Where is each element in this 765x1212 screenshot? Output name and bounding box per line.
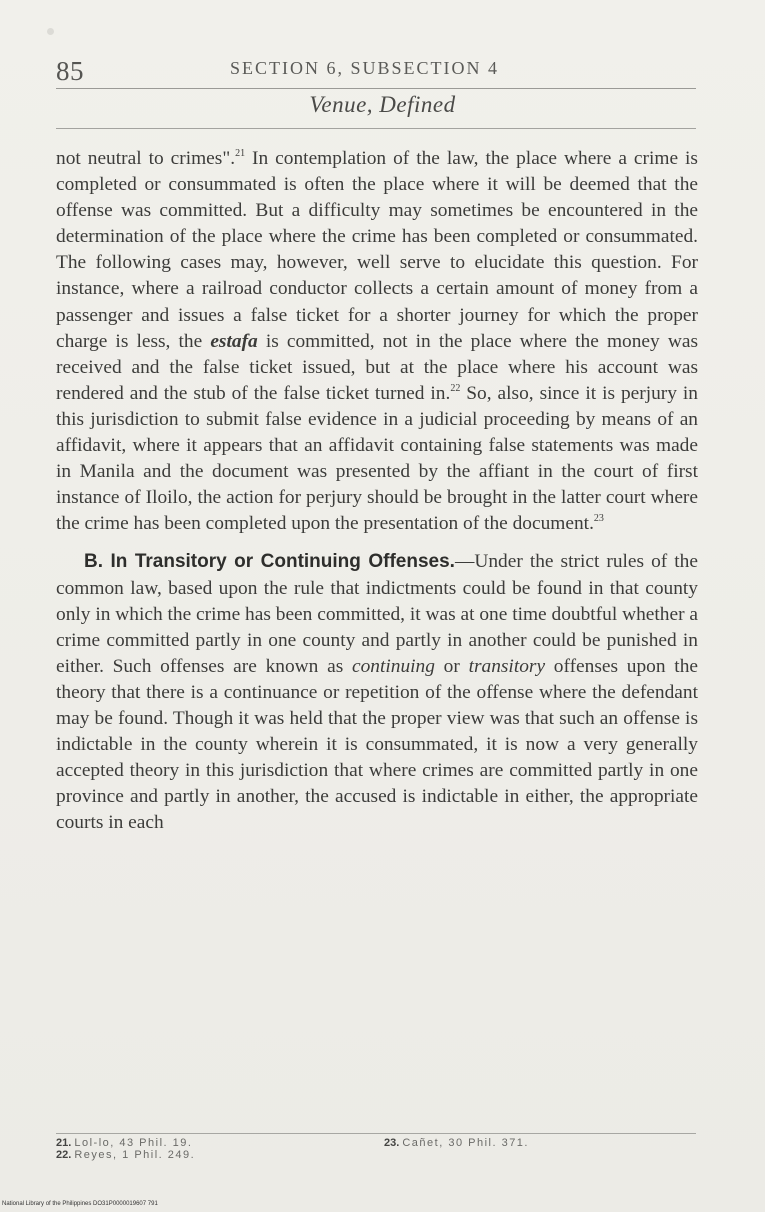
- p1-text-d: So, also, since it is perjury in this jurisdiction to submit false evidence in a judicial proceeding by means of an affidavit, where it appears that an affidavit containing false statements was made in Manila and the document was presented by the affiant in the court of first instance of Iloilo, the action for perjury should be brought in the latter court where the crime has been completed upon the presentation of the document.: [56, 382, 698, 535]
- footnote-21: 21. Lol-lo, 43 Phil. 19.: [56, 1137, 193, 1149]
- body-text: [56, 146, 698, 836]
- term-continuing: continuing: [351, 655, 435, 677]
- footnote-ref-21: 21: [235, 148, 246, 159]
- p2-text-a: —Under the strict rules of the common law, based upon the rule that indictments could be found in that county only in which the crime has been committed, it was at one time doubtful whether a crime committed partly in one county and partly in another could be punished in either. Such offenses are known as: [56, 551, 698, 677]
- footnote-ref-23: 23: [593, 513, 604, 525]
- footnote-ref-22: 22: [450, 382, 461, 394]
- footnotes-right-column: [384, 1137, 684, 1149]
- footnote-22: 22. Reyes, 1 Phil. 249.: [56, 1149, 196, 1161]
- page-number: 85: [56, 56, 84, 86]
- section-heading-b: B. In Transitory or Continuing Offenses.: [84, 551, 455, 573]
- p1-text-c: is committed, not in the place where the money was received and the false ticket issued, but at the place where his account was rendered and the stub of the false ticket turned in.: [56, 330, 698, 404]
- section-subtitle: Venue, Defined: [309, 92, 456, 117]
- term-transitory: transitory: [468, 655, 546, 677]
- library-stamp: National Library of the Philippines DO31P0000019607 791: [2, 1201, 158, 1207]
- footnotes-left-column: [56, 1137, 356, 1161]
- p2-text-b: offenses upon the theory that there is a continuance or repetition of the offense where the defendant may be found. Though it was held that the proper view was that such an offense is indictable in the county wherein it is consummated, it is now a very generally accepted theory in this jurisdiction that where crimes are committed partly in one province and partly in another, the accused is indictable in either, the appropriate courts in each: [56, 655, 698, 834]
- subtitle-rule: [56, 128, 696, 129]
- paragraph-2: [56, 549, 698, 836]
- p1-text-a: not neutral to crimes".: [56, 148, 236, 169]
- paragraph-1: [56, 146, 698, 537]
- p1-text-b: In contemplation of the law, the place where a crime is completed or consummated is often the place where it will be deemed that the offense was committed. But a difficulty may sometimes be encountered in the determination of the place where the crime has been completed or consummated. The following cases may, however, well serve to elucidate this question. For instance, where a railroad conductor collects a certain amount of money from a passenger and issues a false ticket for a shorter journey for which the proper charge is less, the: [56, 148, 698, 352]
- header-rule: [56, 88, 696, 89]
- p2-text-or: or: [434, 655, 469, 677]
- footnote-23: 23. Cañet, 30 Phil. 371.: [384, 1137, 529, 1149]
- running-head: SECTION 6, SUBSECTION 4: [230, 58, 500, 78]
- paper-speck: [47, 28, 54, 35]
- term-estafa: estafa: [210, 330, 258, 352]
- footnote-rule: [56, 1133, 696, 1134]
